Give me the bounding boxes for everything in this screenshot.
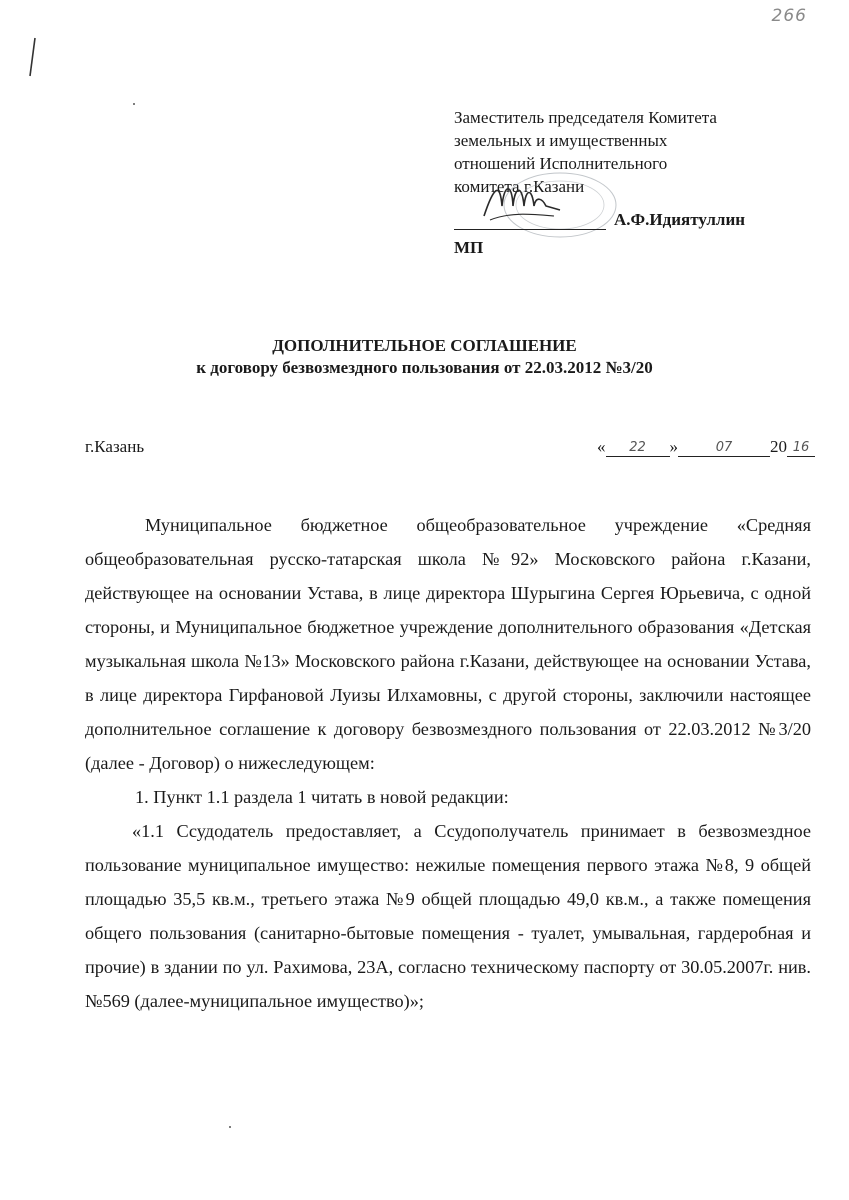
approval-block [454, 106, 814, 259]
approval-line: Заместитель председателя Комитета [454, 108, 717, 127]
seal-abbreviation: МП [454, 238, 484, 257]
agreement-date [597, 437, 815, 457]
handwritten-page-number: 266 [771, 6, 807, 26]
margin-pen-mark [22, 36, 42, 78]
year-prefix: 20 [770, 437, 787, 456]
document-subtitle: к договору безвозмездного пользования от 22.03.2012 №3/20 [196, 358, 653, 377]
date-day: 22 [606, 440, 670, 457]
scan-speck [229, 1126, 231, 1128]
signature-line [454, 229, 606, 230]
approval-line: комитета г.Казани [454, 177, 585, 196]
document-title: ДОПОЛНИТЕЛЬНОЕ СОГЛАШЕНИЕ [272, 336, 577, 355]
quote-close: » [669, 437, 678, 456]
clause-item-1: 1. Пункт 1.1 раздела 1 читать в новой редакции: [135, 787, 509, 807]
signature-row [454, 204, 814, 232]
agreement-body [85, 508, 811, 1018]
date-year-suffix: 16 [787, 440, 815, 457]
intro-paragraph: Муниципальное бюджетное общеобразовательное учреждение «Средняя общеобразовательная русско-татарская школа №92» Московского района г.Казани, действующее на основании Устава, в лице директора Шурыгина Сергея Юрьевича, с одной стороны, и Муниципальное бюджетное учреждение дополнительного образования «Детская музыкальная школа №13» Московского района г.Казани, действующее на основании Устава, в лице директора Гирфановой Луизы Илхамовны, с другой стороны, заключили настоящее дополнительное соглашение к договору безвозмездного пользования от 22.03.2012 №3/20 (далее - Договор) о нижеследующем: [85, 515, 811, 773]
quote-open: « [597, 437, 606, 456]
scan-speck [133, 103, 135, 105]
clause-1-1-text: «1.1 Ссудодатель предоставляет, а Ссудополучатель принимает в безвозмездное пользование муниципальное имущество: нежилые помещения первого этажа №8, 9 общей площадью 35,5 кв.м., третьего этажа №9 общей площадью 49,0 кв.м., а также помещения общего пользования (санитарно-бытовые помещения - туалет, умывальная, гардеробная и прочие) в здании по ул. Рахимова, 23А, согласно техническому паспорту от 30.05.2007г. нив.№569 (далее-муниципальное имущество)»; [85, 821, 811, 1011]
signature-icon [480, 176, 564, 224]
approval-line: отношений Исполнительного [454, 154, 668, 173]
date-month: 07 [678, 440, 770, 457]
place-date-row [85, 437, 815, 461]
approval-line: земельных и имущественных [454, 131, 668, 150]
city: г.Казань [85, 437, 145, 456]
signatory-name: А.Ф.Идиятуллин [614, 210, 746, 229]
